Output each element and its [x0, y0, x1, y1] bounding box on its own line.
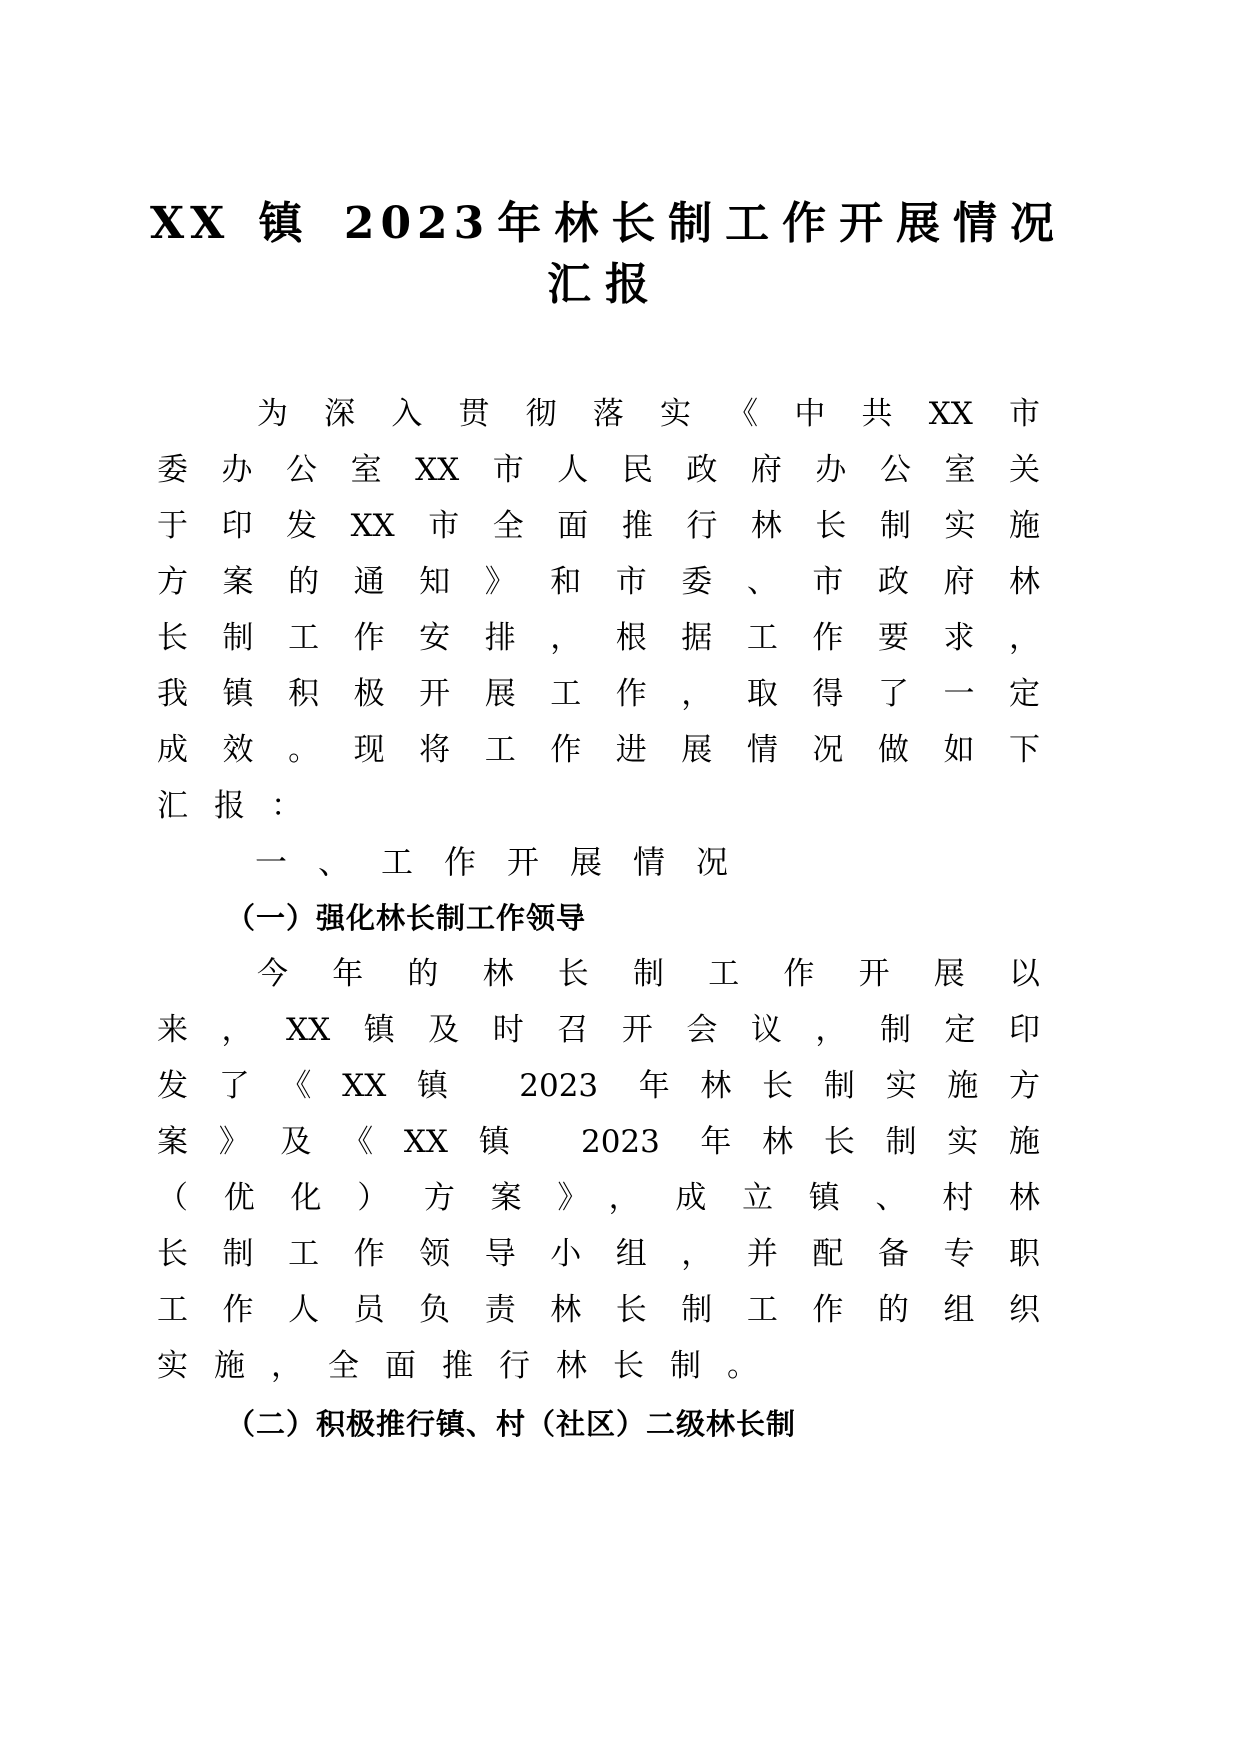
document-title-line-1: XX 镇 2023年林长制工作开展情况 — [150, 198, 1060, 249]
subsection-heading: （二）积极推行镇、村（社区）二级林长制 — [226, 1407, 797, 1441]
subsection-paragraph-line: 工作人员负责林长制工作的组织 — [157, 1292, 1040, 1328]
intro-paragraph-line: 委办公室XX市人民政府办公室关 — [157, 452, 1040, 488]
intro-paragraph-line: 于印发XX市全面推行林长制实施 — [157, 508, 1040, 544]
intro-paragraph-line: 汇报： — [157, 788, 328, 824]
subsection-heading: （一）强化林长制工作领导 — [226, 901, 587, 935]
subsection-paragraph-line: 长制工作领导小组，并配备专职 — [157, 1236, 1040, 1272]
intro-paragraph-line: 成效。现将工作进展情况做如下 — [157, 732, 1040, 768]
subsection-paragraph-line: 今年的林长制工作开展以 — [257, 956, 1040, 992]
document-title-line-2: 汇报 — [547, 259, 663, 310]
intro-paragraph-line: 我镇积极开展工作，取得了一定 — [157, 676, 1040, 712]
subsection-paragraph-line: 来，XX镇及时召开会议，制定印 — [157, 1012, 1040, 1048]
subsection-paragraph-line: 发了《XX镇 2023 年林长制实施方 — [157, 1068, 1040, 1104]
subsection-paragraph-line: （优化）方案》，成立镇、村林 — [157, 1180, 1040, 1216]
intro-paragraph-line: 长制工作安排，根据工作要求， — [157, 620, 1040, 656]
intro-paragraph-line: 为深入贯彻落实《中共XX市 — [257, 396, 1040, 432]
intro-paragraph-line: 方案的通知》和市委、市政府林 — [157, 564, 1040, 600]
subsection-paragraph-line: 案》及《XX镇 2023 年林长制实施 — [157, 1124, 1040, 1160]
subsection-paragraph-line: 实施，全面推行林长制。 — [157, 1348, 784, 1384]
section-heading: 一、工作开展情况 — [255, 843, 760, 881]
